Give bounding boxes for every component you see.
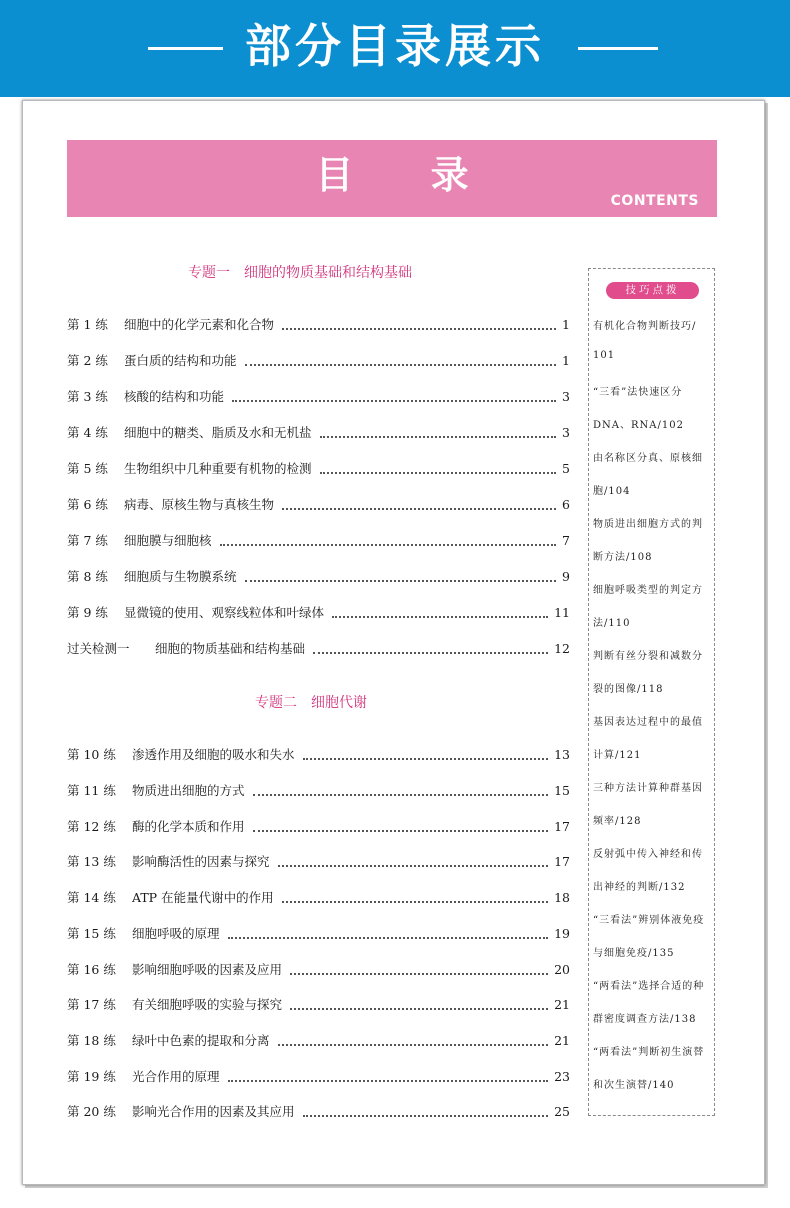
entry-number: 第 5 练 (67, 461, 108, 476)
entry-title: 酶的化学本质和作用 (132, 819, 245, 834)
entry-number: 第 11 练 (67, 783, 116, 798)
leader-dots (245, 364, 557, 366)
tip-line[interactable]: 101 (593, 350, 616, 361)
entry-title: 细胞的物质基础和结构基础 (155, 641, 306, 656)
entry-title: 影响酶活性的因素与探究 (132, 854, 270, 869)
leader-dots (245, 580, 557, 582)
entry-page: 17 (554, 819, 570, 834)
leader-dots (332, 616, 548, 618)
entry-number: 第 6 练 (67, 497, 108, 512)
tip-line[interactable]: “两看法”选择合适的种 (593, 981, 705, 992)
tip-line[interactable]: 与细胞免疫/135 (593, 948, 675, 959)
leader-dots (303, 758, 549, 760)
entry-number: 第 1 练 (67, 317, 108, 332)
entry-number: 第 13 练 (67, 854, 116, 869)
leader-dots (228, 1080, 549, 1082)
entry-page: 25 (554, 1104, 570, 1119)
entry-title: 光合作用的原理 (132, 1069, 220, 1084)
banner-right-rule (578, 47, 658, 50)
toc-entry[interactable] (67, 817, 570, 837)
leader-dots (290, 973, 548, 975)
entry-page: 1 (562, 317, 570, 332)
entry-page: 13 (554, 747, 570, 762)
entry-number: 第 20 练 (67, 1104, 116, 1119)
tip-line[interactable]: “三看”法快速区分 (593, 387, 683, 398)
toc-entry[interactable] (67, 531, 570, 551)
leader-dots (228, 937, 549, 939)
leader-dots (232, 400, 556, 402)
toc-entry[interactable] (67, 603, 570, 623)
entry-title: 有关细胞呼吸的实验与探究 (132, 997, 283, 1012)
toc-entry[interactable] (67, 423, 570, 443)
tip-line[interactable]: DNA、RNA/102 (593, 420, 684, 431)
entry-title: 蛋白质的结构和功能 (124, 353, 237, 368)
section-title-2: 专题二 细胞代谢 (255, 695, 367, 711)
entry-page: 6 (562, 497, 570, 512)
contents-title: 目 录 (315, 153, 501, 197)
toc-entry[interactable] (67, 960, 570, 980)
leader-dots (313, 652, 548, 654)
leader-dots (220, 544, 557, 546)
toc-entry[interactable] (67, 567, 570, 587)
toc-entry[interactable] (67, 351, 570, 371)
leader-dots (278, 865, 549, 867)
toc-entry[interactable] (67, 315, 570, 335)
entry-title: 细胞中的糖类、脂质及水和无机盐 (124, 425, 312, 440)
tip-line[interactable]: 胞/104 (593, 486, 631, 497)
entry-title: 细胞膜与细胞核 (124, 533, 212, 548)
entry-number: 第 2 练 (67, 353, 108, 368)
tip-line[interactable]: 判断有丝分裂和减数分 (593, 651, 703, 662)
tip-line[interactable]: 群密度调查方法/138 (593, 1014, 697, 1025)
entry-page: 3 (562, 389, 570, 404)
leader-dots (303, 1115, 549, 1117)
entry-page: 5 (562, 461, 570, 476)
tip-line[interactable]: 有机化合物判断技巧/ (593, 321, 697, 332)
tips-badge: 技巧点拨 (606, 282, 699, 299)
entry-number: 第 17 练 (67, 997, 116, 1012)
tip-line[interactable]: 细胞呼吸类型的判定方 (593, 585, 703, 596)
toc-entry[interactable] (67, 924, 570, 944)
entry-title: 物质进出细胞的方式 (132, 783, 245, 798)
entry-title: 影响光合作用的因素及其应用 (132, 1104, 295, 1119)
entry-title: 生物组织中几种重要有机物的检测 (124, 461, 312, 476)
tip-line[interactable]: 裂的图像/118 (593, 684, 664, 695)
entry-page: 20 (554, 962, 570, 977)
entry-number: 第 4 练 (67, 425, 108, 440)
tip-line[interactable]: 频率/128 (593, 816, 642, 827)
leader-dots (253, 794, 549, 796)
contents-header (67, 140, 717, 217)
tip-line[interactable]: 计算/121 (593, 750, 642, 761)
tip-line[interactable]: 断方法/108 (593, 552, 653, 563)
entry-number: 第 16 练 (67, 962, 116, 977)
entry-page: 21 (554, 997, 570, 1012)
entry-title: 病毒、原核生物与真核生物 (124, 497, 275, 512)
toc-entry[interactable] (67, 1031, 570, 1051)
entry-page: 23 (554, 1069, 570, 1084)
contents-subtitle: CONTENTS (610, 193, 699, 209)
leader-dots (278, 1044, 549, 1046)
leader-dots (320, 472, 557, 474)
top-banner (0, 0, 790, 97)
entry-title: ATP 在能量代谢中的作用 (132, 890, 274, 905)
entry-number: 第 12 练 (67, 819, 116, 834)
tip-line[interactable]: 法/110 (593, 618, 631, 629)
toc-entry[interactable] (67, 888, 570, 908)
entry-page: 21 (554, 1033, 570, 1048)
entry-page: 18 (554, 890, 570, 905)
toc-entry[interactable] (67, 781, 570, 801)
entry-number: 第 7 练 (67, 533, 108, 548)
toc-entry[interactable] (67, 459, 570, 479)
entry-title: 影响细胞呼吸的因素及应用 (132, 962, 283, 977)
leader-dots (282, 901, 549, 903)
entry-title: 细胞中的化学元素和化合物 (124, 317, 275, 332)
entry-page: 15 (554, 783, 570, 798)
toc-entry[interactable] (67, 639, 570, 659)
entry-title: 细胞质与生物膜系统 (124, 569, 237, 584)
tip-line[interactable]: “三看法”辨别体液免疫 (593, 915, 705, 926)
entry-page: 12 (554, 641, 570, 656)
toc-entry[interactable] (67, 387, 570, 407)
entry-number: 第 10 练 (67, 747, 116, 762)
entry-title: 绿叶中色素的提取和分离 (132, 1033, 270, 1048)
entry-number: 过关检测一 (67, 641, 130, 656)
entry-page: 1 (562, 353, 570, 368)
entry-number: 第 9 练 (67, 605, 108, 620)
entry-title: 核酸的结构和功能 (124, 389, 225, 404)
leader-dots (320, 436, 557, 438)
entry-number: 第 18 练 (67, 1033, 116, 1048)
tip-line[interactable]: 反射弧中传入神经和传 (593, 849, 703, 860)
leader-dots (282, 508, 556, 510)
entry-page: 3 (562, 425, 570, 440)
entry-number: 第 8 练 (67, 569, 108, 584)
toc-entry[interactable] (67, 995, 570, 1015)
toc-entry[interactable] (67, 495, 570, 515)
entry-page: 11 (554, 605, 570, 620)
tip-line[interactable]: 出神经的判断/132 (593, 882, 686, 893)
toc-entry[interactable] (67, 1102, 570, 1122)
tip-line[interactable]: 由名称区分真、原核细 (593, 453, 703, 464)
entry-page: 19 (554, 926, 570, 941)
toc-entry[interactable] (67, 1067, 570, 1087)
banner-title: 部分目录展示 (245, 19, 545, 73)
entry-title: 渗透作用及细胞的吸水和失水 (132, 747, 295, 762)
entry-page: 9 (562, 569, 570, 584)
leader-dots (253, 830, 549, 832)
entry-page: 7 (562, 533, 570, 548)
tip-line[interactable]: 三种方法计算种群基因 (593, 783, 703, 794)
entry-number: 第 14 练 (67, 890, 116, 905)
tip-line[interactable]: 物质进出细胞方式的判 (593, 519, 703, 530)
tip-line[interactable]: 基因表达过程中的最值 (593, 717, 703, 728)
entry-page: 17 (554, 854, 570, 869)
section-title-1: 专题一 细胞的物质基础和结构基础 (188, 265, 412, 281)
tip-line[interactable]: 和次生演替/140 (593, 1080, 675, 1091)
tip-line[interactable]: “两看法”判断初生演替 (593, 1047, 705, 1058)
entry-number: 第 15 练 (67, 926, 116, 941)
leader-dots (282, 328, 556, 330)
entry-title: 细胞呼吸的原理 (132, 926, 220, 941)
leader-dots (290, 1008, 548, 1010)
toc-entry[interactable] (67, 745, 570, 765)
entry-number: 第 3 练 (67, 389, 108, 404)
toc-entry[interactable] (67, 852, 570, 872)
entry-number: 第 19 练 (67, 1069, 116, 1084)
entry-title: 显微镜的使用、观察线粒体和叶绿体 (124, 605, 325, 620)
